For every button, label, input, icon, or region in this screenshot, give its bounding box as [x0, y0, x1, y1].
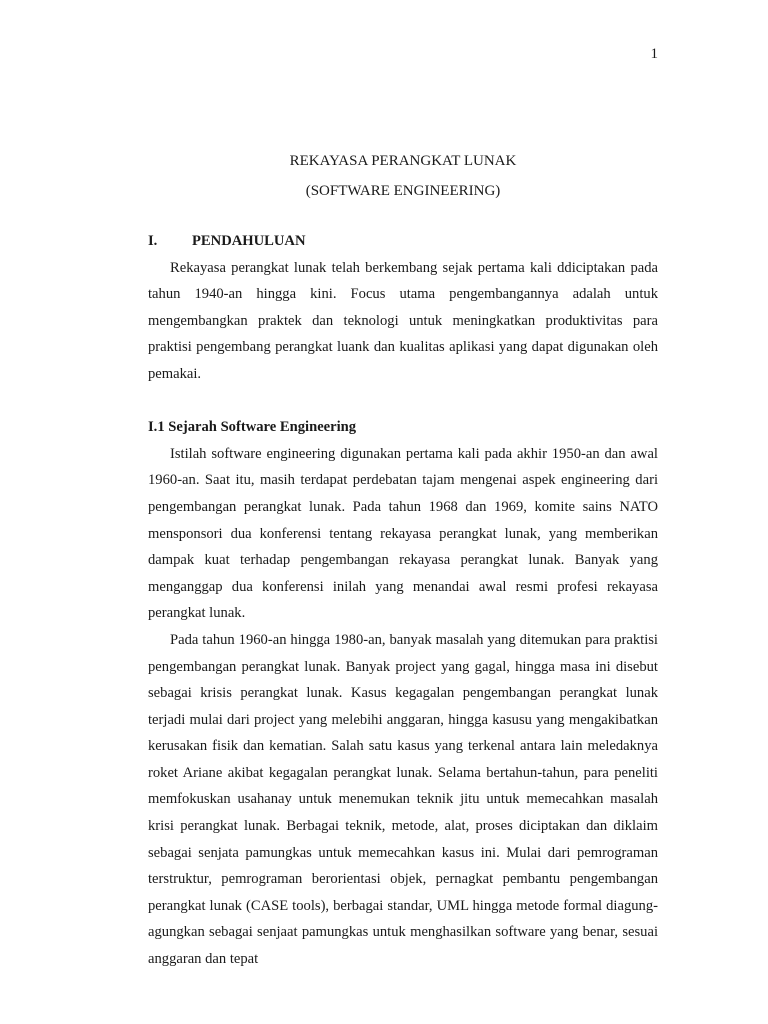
paragraph-sejarah-2: Pada tahun 1960-an hingga 1980-an, banyak masalah yang ditemukan para praktisi pengembangan perangkat lunak. Banyak project yang gagal, hingga masa ini disebut sebagai krisis perangkat lunak. Kasus kegagalan pengembangan perangkat lunak terjadi mulai dari project yang melebihi anggaran, hingga kasusu yang mengakibatkan kerusakan fisik dan kematian. Salah satu kasus yang terkenal antara lain meledaknya roket Ariane akibat kegagalan perangkat lunak. Selama bertahun-tahun, para peneliti memfokuskan usahanay untuk menemukan teknik jitu untuk memecahkan masalah krisi perangkat lunak. Berbagai teknik, metode, alat, proses diciptakan dan diklaim sebagai senjata pamungkas untuk memecahkan kasus ini. Mulai dari pemrograman terstruktur, pemrograman berorientasi objek, pernagkat pembantu pengembangan perangkat lunak (CASE tools), berbagai standar, UML hingga metode formal diagung-agungkan sebagai senjaat pamungkas untuk menghasilkan software yang benar, sesuai anggaran dan tepat	[148, 631, 658, 968]
paragraph-pendahuluan: Rekayasa perangkat lunak telah berkembang sejak pertama kali ddiciptakan pada tahun 1940-an hingga kini. Focus utama pengembangannya adalah untuk mengembangkan praktek dan teknologi untuk meningkatkan produktivitas para praktisi pengembang perangkat luank dan kualitas aplikasi yang dapat digunakan oleh pemakai.	[148, 259, 658, 382]
document-body	[148, 228, 658, 973]
page-number: 1	[650, 46, 658, 62]
section-number: I.	[148, 233, 158, 249]
document-title	[148, 146, 658, 206]
spacer	[148, 388, 658, 415]
title-line-1: REKAYASA PERANGKAT LUNAK	[289, 153, 517, 169]
section-title: PENDAHULUAN	[192, 233, 306, 249]
title-line-2: (SOFTWARE ENGINEERING)	[305, 183, 501, 199]
section-heading-pendahuluan	[148, 228, 658, 255]
subsection-heading-sejarah: I.1 Sejarah Software Engineering	[148, 419, 357, 436]
paragraph-sejarah-1: Istilah software engineering digunakan pertama kali pada akhir 1950-an dan awal 1960-an. Saat itu, masih terdapat perdebatan tajam mengenai aspek engineering dari pengembangan perangkat lunak. Pada tahun 1968 dan 1969, komite sains NATO mensponsori dua konferensi tentang rekayasa perangkat lunak, yang memberikan dampak kuat terhadap pengembangan rekayasa perangkat lunak. Banyak yang menganggap dua konferensi inilah yang menandai awal resmi profesi rekayasa perangkat lunak.	[148, 445, 658, 622]
